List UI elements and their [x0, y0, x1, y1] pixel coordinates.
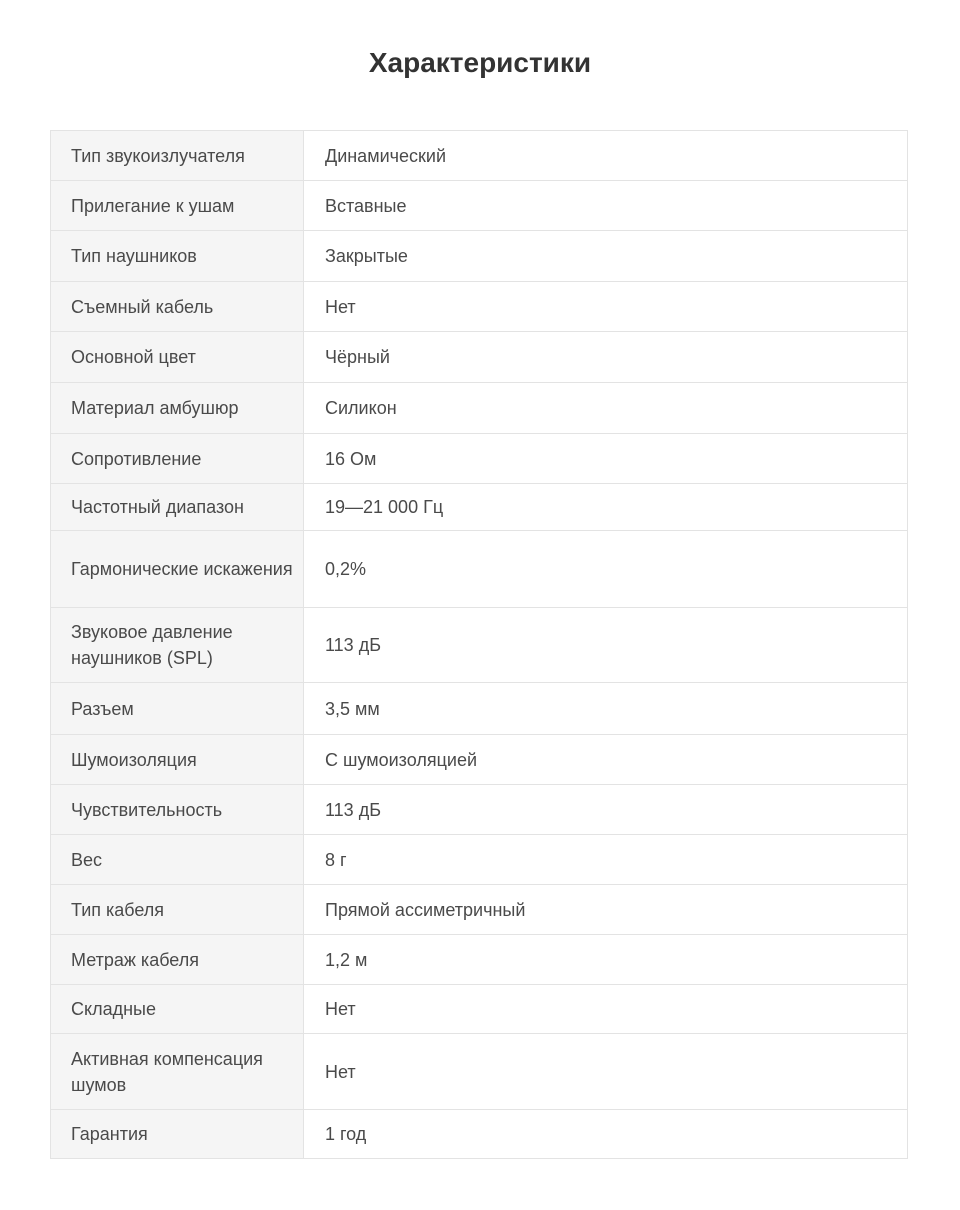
table-row	[51, 1034, 908, 1110]
table-row	[51, 1110, 908, 1159]
spec-name: Шумоизоляция	[51, 735, 304, 785]
spec-name: Вес	[51, 835, 304, 885]
table-row	[51, 935, 908, 985]
table-row	[51, 885, 908, 935]
spec-value: Прямой ассиметричный	[304, 885, 908, 935]
spec-value: Чёрный	[304, 332, 908, 383]
spec-value: 16 Ом	[304, 434, 908, 484]
table-row	[51, 735, 908, 785]
spec-name: Основной цвет	[51, 332, 304, 383]
table-row	[51, 785, 908, 835]
spec-name: Частотный диапазон	[51, 484, 304, 531]
table-row	[51, 282, 908, 332]
spec-name: Сопротивление	[51, 434, 304, 484]
specs-table	[50, 130, 908, 1159]
spec-value: 113 дБ	[304, 785, 908, 835]
spec-name: Гармонические искажения	[51, 531, 304, 608]
table-row	[51, 608, 908, 683]
spec-name: Метраж кабеля	[51, 935, 304, 985]
spec-value: Нет	[304, 282, 908, 332]
spec-value: Динамический	[325, 145, 446, 166]
table-row	[51, 181, 908, 231]
spec-name: Активная компенсация шумов	[51, 1034, 304, 1110]
table-row	[51, 531, 908, 608]
spec-name: Тип наушников	[51, 231, 304, 282]
spec-name: Тип кабеля	[51, 885, 304, 935]
table-row	[51, 835, 908, 885]
table-row	[51, 434, 908, 484]
spec-value: 1,2 м	[304, 935, 908, 985]
page-title: Характеристики	[368, 47, 592, 78]
spec-value: Закрытые	[304, 231, 908, 282]
spec-name: Складные	[51, 985, 304, 1034]
table-row	[51, 383, 908, 434]
spec-name: Разъем	[51, 683, 304, 735]
spec-value: 0,2%	[304, 531, 908, 608]
spec-value: 113 дБ	[304, 608, 908, 683]
table-row	[51, 131, 908, 181]
table-row	[51, 985, 908, 1034]
spec-name: Чувствительность	[51, 785, 304, 835]
spec-name: Прилегание к ушам	[51, 181, 304, 231]
spec-value: 19—21 000 Гц	[304, 484, 908, 531]
table-row	[51, 484, 908, 531]
spec-value: 1 год	[304, 1110, 908, 1159]
spec-value: Силикон	[304, 383, 908, 434]
spec-name: Тип звукоизлучателя	[51, 131, 304, 181]
table-row	[51, 683, 908, 735]
spec-value: Нет	[304, 985, 908, 1034]
spec-value: С шумоизоляцией	[304, 735, 908, 785]
spec-name: Звуковое давление наушников (SPL)	[51, 608, 304, 683]
spec-name: Гарантия	[51, 1110, 304, 1159]
table-row	[51, 332, 908, 383]
spec-name: Съемный кабель	[51, 282, 304, 332]
spec-value: 3,5 мм	[304, 683, 908, 735]
spec-value: Вставные	[304, 181, 908, 231]
spec-value: Нет	[304, 1034, 908, 1110]
spec-name: Материал амбушюр	[51, 383, 304, 434]
table-row	[51, 231, 908, 282]
spec-value: 8 г	[304, 835, 908, 885]
